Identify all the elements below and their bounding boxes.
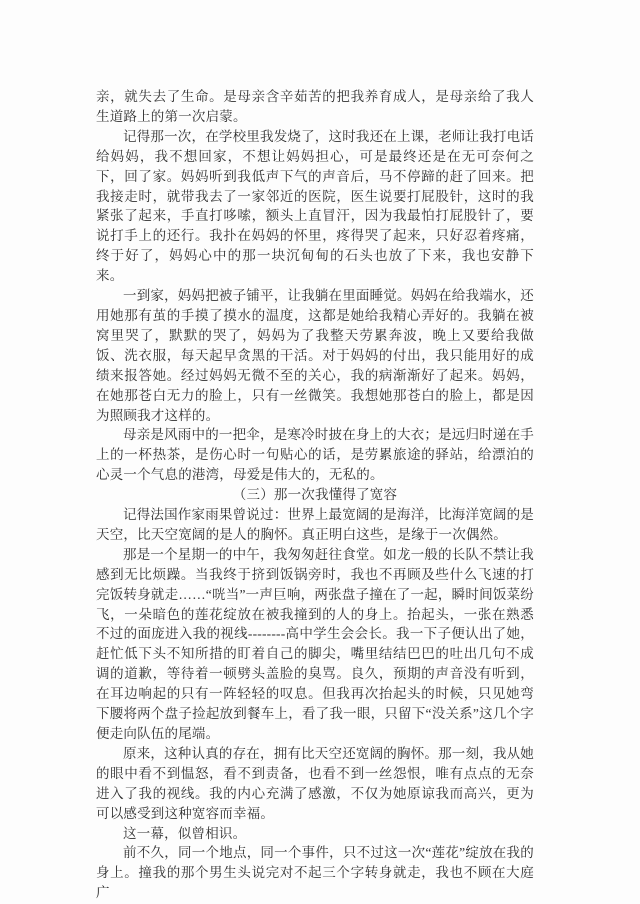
essay-text-block	[96, 87, 534, 903]
paragraph: 那是一个星期一的中午，我匆匆赶往食堂。如龙一般的长队不禁让我感到无比烦躁。当我终于挤到饭锅旁时，我也不再顾及些什么飞速的打完饭转身就走……“咣当”一声巨响，两张盘子撞在了一起，瞬时间饭菜纷飞，一朵暗色的莲花绽放在被我撞到的人的身上。抬起头，一张在熟悉不过的面庞进入我的视线--------高中学生会会长。我一下子便认出了她，赶忙低下头不知所措的盯着自己的脚尖，嘴里结结巴巴的吐出几句不成调的道歉，等待着一顿劈头盖脸的臭骂。良久，预期的声音没有听到，在耳边响起的只有一阵轻轻的叹息。但我再次抬起头的时候，只见她弯下腰将两个盘子捡起放到餐车上，看了我一眼，只留下“没关系”这几个字便走向队伍的尾端。	[96, 546, 534, 741]
paragraph: 这一幕，似曾相识。	[123, 825, 247, 841]
paragraph: 母亲是风雨中的一把伞，是寒冷时披在身上的大衣；是远归时递在手上的一杯热茶，是伤心时一句贴心的话，是劳累旅途的驿站，给漂泊的心灵一个气息的港湾，母爱是伟大的，无私的。	[96, 427, 534, 483]
paragraph: 前不久，同一个地点，同一个事件，只不过这一次“莲花”绽放在我的身上。撞我的那个男生头说完对不起三个字转身就走，我也不顾在大庭广	[96, 845, 534, 901]
paragraph: 记得那一次，在学校里我发烧了，这时我还在上课，老师让我打电话给妈妈，我不想回家，不想让妈妈担心，可是最终还是在无可奈何之下，回了家。妈妈听到我低声下气的声音后，马不停蹄的赶了回来。把我接走时，就带我去了一家邻近的医院，医生说要打屁股针，这时的我紧张了起来，手直打哆嗦，额头上直冒汗，因为我最怕打屁股针了，要说打手上的还行。我扑在妈妈的怀里，疼得哭了起来，只好忍着疼痛，终于好了，妈妈心中的那一块沉甸甸的石头也放了下来，我也安静下来。	[96, 128, 534, 284]
paragraph: 原来，这种认真的存在，拥有比天空还宽阔的胸怀。那一刻，我从她的眼中看不到愠怒，看不到责备，也看不到一丝怨恨，唯有点点的无奈进入了我的视线。我的内心充满了感激，不仅为她原谅我而高兴，更为可以感受到这种宽容而幸福。	[96, 745, 534, 821]
paragraph-continuation: 亲，就失去了生命。是母亲含辛茹苦的把我养育成人，是母亲给了我人生道路上的第一次启蒙。	[96, 89, 534, 124]
section-heading: （三）那一次我懂得了宽容	[232, 487, 398, 503]
paragraph: 一到家，妈妈把被子铺平，让我躺在里面睡觉。妈妈在给我端水，还用她那有茧的手摸了摸水的温度，这都是她给我精心弄好的。我躺在被窝里哭了，默默的哭了，妈妈为了我整天劳累奔波，晚上又要给我做饭、洗衣服，每天起早贪黑的干活。对于妈妈的付出，我只能用好的成绩来报答她。经过妈妈无微不至的关心，我的病渐渐好了起来。妈妈，在她那苍白无力的脸上，只有一丝微笑。我想她那苍白的脸上，都是因为照顾我才这样的。	[96, 288, 534, 423]
paragraph: 记得法国作家雨果曾说过：世界上最宽阔的是海洋，比海洋宽阔的是天空，比天空宽阔的是人的胸怀。真正明白这些，是缘于一次偶然。	[96, 507, 534, 542]
